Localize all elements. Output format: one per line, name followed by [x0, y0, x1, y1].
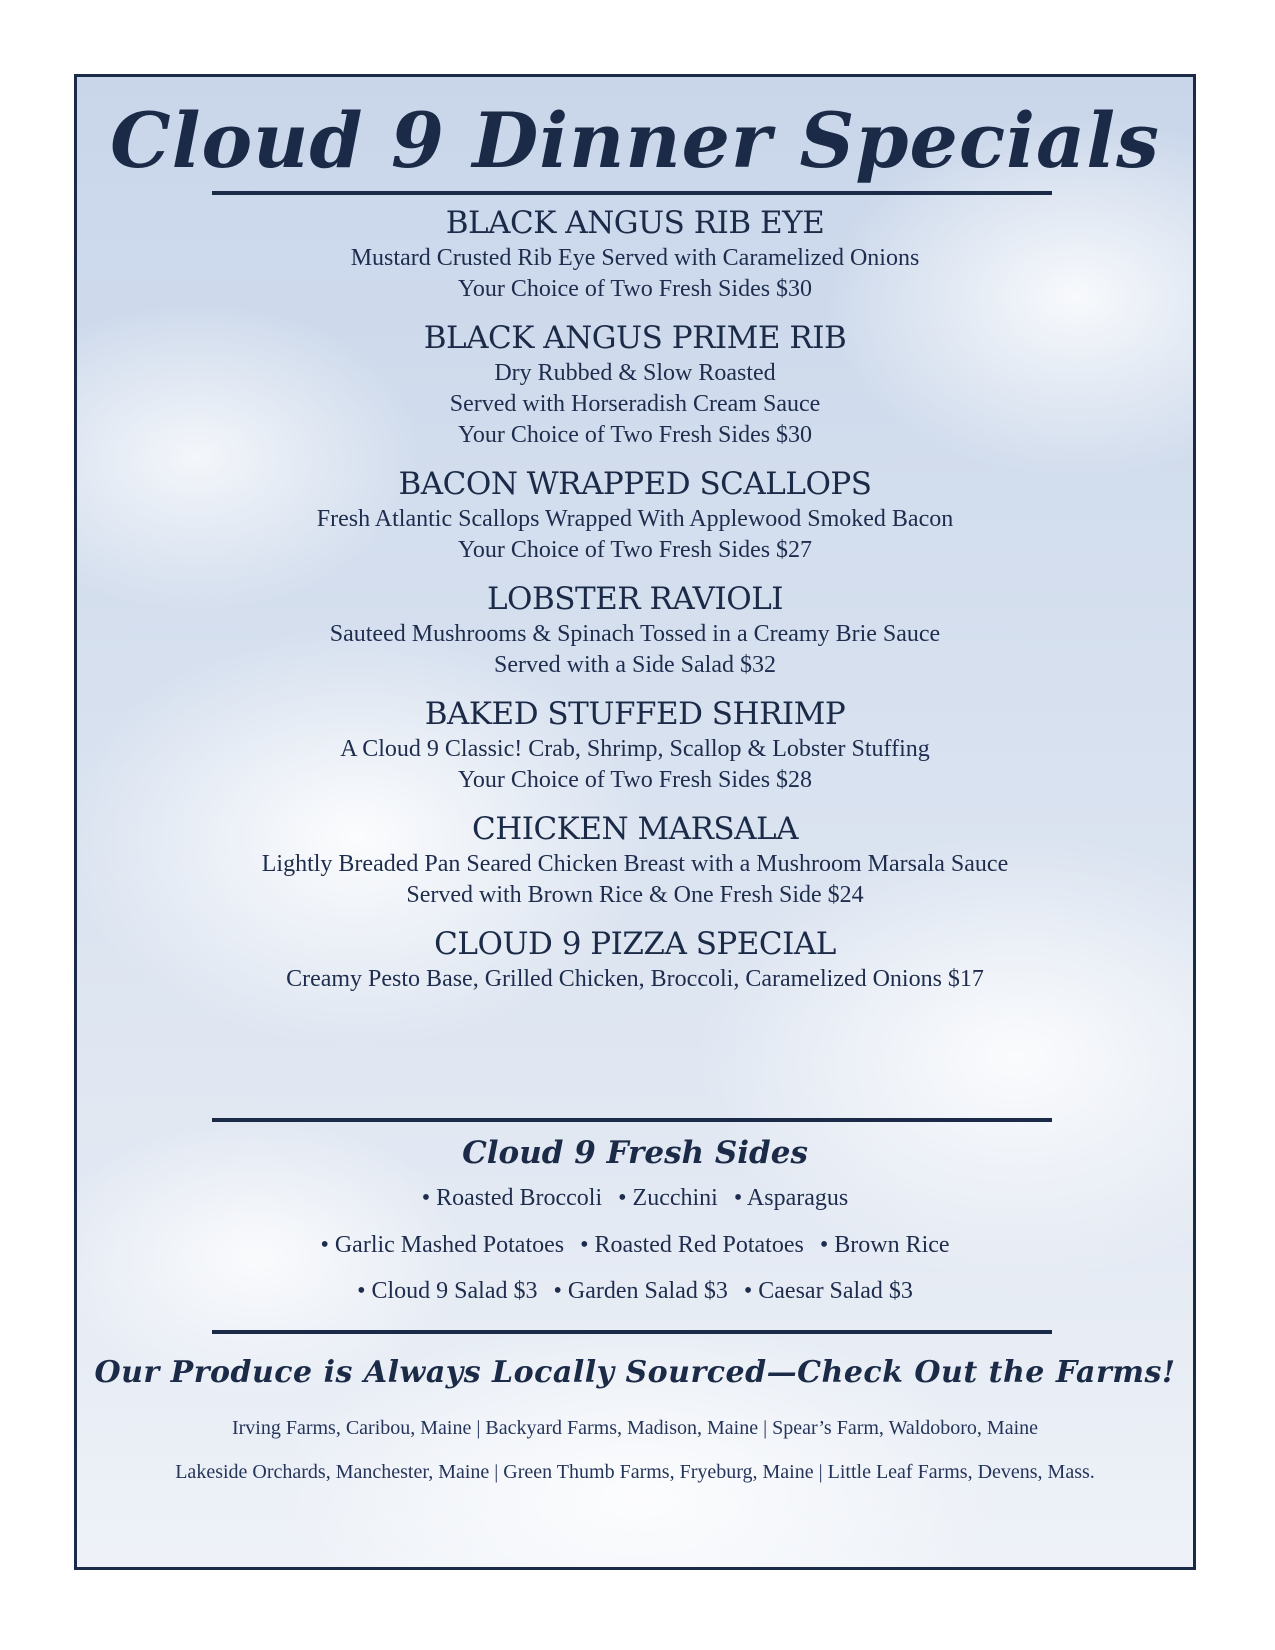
dish-description: Fresh Atlantic Scallops Wrapped With Applewood Smoked Bacon	[316, 506, 954, 532]
dish-description: Served with Horseradish Cream Sauce	[449, 391, 821, 417]
dish-description: A Cloud 9 Classic! Crab, Shrimp, Scallop & Lobster Stuffing	[340, 736, 930, 762]
dish-item	[77, 924, 1193, 995]
sides-row	[77, 1230, 1193, 1260]
sides-row	[77, 1276, 1193, 1306]
dish-item	[77, 809, 1193, 911]
dish-item	[77, 203, 1193, 305]
side-item: • Brown Rice	[819, 1232, 950, 1258]
side-item: • Caesar Salad $3	[743, 1278, 913, 1304]
dish-item	[77, 318, 1193, 451]
dish-name: CHICKEN MARSALA	[471, 811, 799, 847]
dish-description: Served with Brown Rice & One Fresh Side $24	[406, 882, 864, 908]
dish-description: Served with a Side Salad $32	[494, 652, 776, 678]
side-item: • Garlic Mashed Potatoes	[320, 1232, 565, 1258]
dish-description: Sauteed Mushrooms & Spinach Tossed in a Creamy Brie Sauce	[329, 621, 941, 647]
side-item: • Roasted Red Potatoes	[580, 1232, 804, 1258]
dish-description: Your Choice of Two Fresh Sides $30	[457, 422, 813, 448]
dish-item	[77, 464, 1193, 566]
page-title: Cloud 9 Dinner Specials	[110, 96, 1160, 185]
sides-divider	[212, 1118, 1052, 1122]
side-item: • Garden Salad $3	[553, 1278, 728, 1304]
dish-name: BLACK ANGUS PRIME RIB	[423, 320, 847, 356]
farms-list: Lakeside Orchards, Manchester, Maine | Green Thumb Farms, Fryeburg, Maine | Little Leaf Farms, Devens, Mass.	[175, 1461, 1095, 1483]
dish-description: Your Choice of Two Fresh Sides $27	[457, 537, 813, 563]
dish-name: LOBSTER RAVIOLI	[486, 581, 784, 617]
side-item: • Asparagus	[733, 1185, 849, 1211]
farms-divider	[212, 1330, 1052, 1334]
dish-name: BLACK ANGUS RIB EYE	[445, 205, 825, 241]
dish-description: Creamy Pesto Base, Grilled Chicken, Broccoli, Caramelized Onions $17	[286, 966, 984, 992]
dish-list	[77, 203, 1193, 1008]
dish-name: BAKED STUFFED SHRIMP	[424, 696, 846, 732]
menu-frame	[74, 74, 1196, 1570]
dish-item	[77, 694, 1193, 796]
dish-description: Mustard Crusted Rib Eye Served with Caramelized Onions	[350, 245, 920, 271]
dish-description: Your Choice of Two Fresh Sides $30	[457, 276, 813, 302]
dish-description: Dry Rubbed & Slow Roasted	[494, 360, 776, 386]
dish-name: CLOUD 9 PIZZA SPECIAL	[434, 926, 836, 962]
dish-description: Your Choice of Two Fresh Sides $28	[457, 767, 813, 793]
farms-list: Irving Farms, Caribou, Maine | Backyard Farms, Madison, Maine | Spear’s Farm, Waldoboro, Maine	[231, 1417, 1039, 1439]
dish-description: Lightly Breaded Pan Seared Chicken Breast with a Mushroom Marsala Sauce	[261, 851, 1009, 877]
sides-title: Cloud 9 Fresh Sides	[462, 1135, 808, 1171]
title-divider	[212, 191, 1052, 195]
farms-title: Our Produce is Always Locally Sourced—Check Out the Farms!	[94, 1355, 1176, 1390]
side-item: • Roasted Broccoli	[421, 1185, 603, 1211]
sides-row	[77, 1183, 1193, 1213]
side-item: • Zucchini	[618, 1185, 718, 1211]
dish-name: BACON WRAPPED SCALLOPS	[398, 466, 872, 502]
side-item: • Cloud 9 Salad $3	[357, 1278, 538, 1304]
dish-item	[77, 579, 1193, 681]
